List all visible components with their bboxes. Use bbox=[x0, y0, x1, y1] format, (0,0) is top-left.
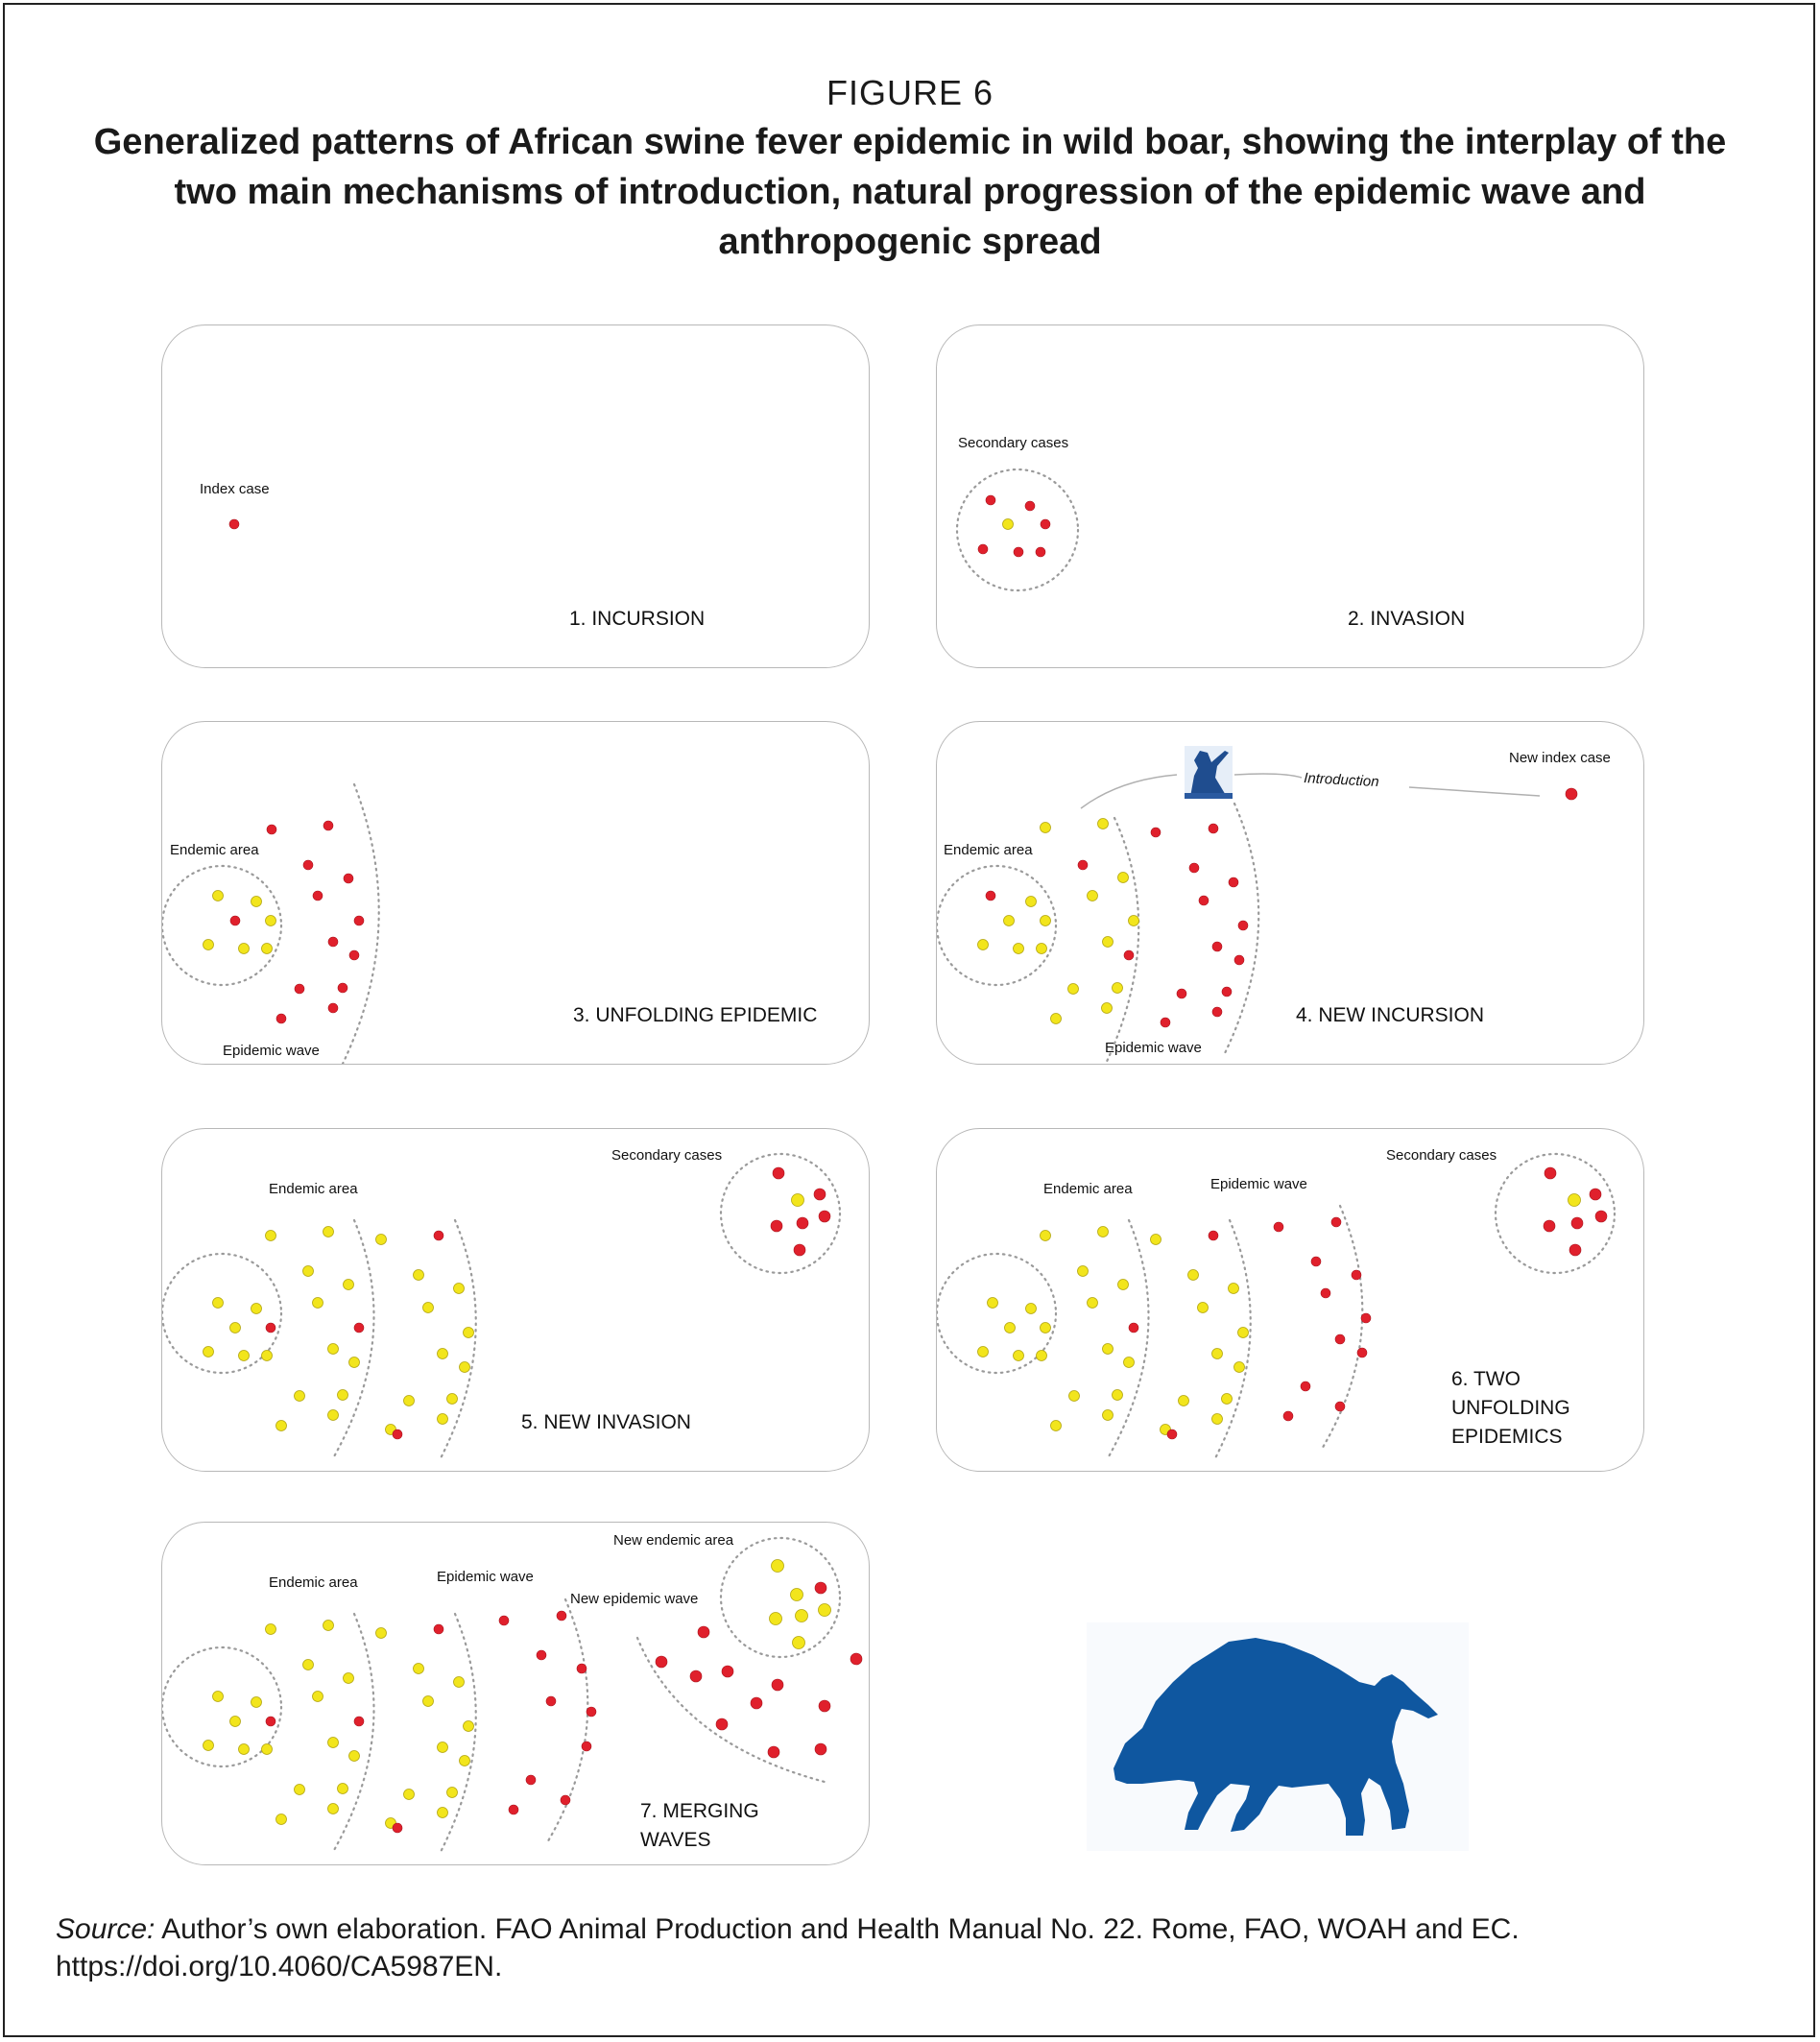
endemic-dot bbox=[204, 1347, 214, 1357]
endemic-dot bbox=[1212, 1414, 1223, 1425]
endemic-dot bbox=[266, 1231, 276, 1241]
case-dot bbox=[690, 1670, 702, 1682]
case-dot bbox=[1025, 501, 1035, 511]
endemic-dot bbox=[404, 1790, 415, 1800]
introduction-path-mid bbox=[1234, 774, 1302, 778]
new-endemic-area-circle bbox=[721, 1538, 840, 1657]
endemic-area-circle bbox=[162, 866, 281, 985]
panel-6-graphic bbox=[937, 1129, 1644, 1472]
case-dot bbox=[267, 825, 276, 834]
case-dot bbox=[509, 1805, 518, 1814]
case-dot bbox=[587, 1707, 596, 1717]
panel-3-unfolding-epidemic bbox=[161, 721, 870, 1065]
case-dot bbox=[1595, 1211, 1607, 1222]
endemic-dot bbox=[1041, 916, 1051, 926]
endemic-dot bbox=[1041, 1231, 1051, 1241]
case-dot bbox=[773, 1167, 784, 1179]
case-dot bbox=[349, 950, 359, 960]
case-dot bbox=[986, 495, 995, 505]
panel-7-graphic bbox=[162, 1523, 870, 1865]
panel-6-title-line-1: 6. TWO bbox=[1451, 1368, 1521, 1390]
case-dot bbox=[768, 1746, 779, 1758]
endemic-dot bbox=[404, 1396, 415, 1406]
endemic-dot bbox=[1037, 944, 1047, 954]
endemic-dot bbox=[1098, 1227, 1109, 1237]
endemic-dot bbox=[438, 1742, 448, 1753]
endemic-dot bbox=[1014, 1351, 1024, 1361]
endemic-dot bbox=[328, 1804, 339, 1814]
endemic-dot bbox=[239, 944, 250, 954]
panel-7-title-line-2: WAVES bbox=[640, 1829, 711, 1851]
case-dot bbox=[328, 937, 338, 947]
endemic-dot bbox=[1003, 519, 1014, 530]
endemic-dot bbox=[344, 1673, 354, 1684]
endemic-dot bbox=[204, 1741, 214, 1751]
panel-4-title: 4. NEW INCURSION bbox=[1296, 1004, 1485, 1026]
endemic-dot bbox=[464, 1721, 474, 1732]
endemic-dot bbox=[1041, 823, 1051, 833]
case-dot bbox=[537, 1650, 546, 1660]
panel-5-title: 5. NEW INVASION bbox=[521, 1411, 691, 1433]
endemic-dot bbox=[266, 1624, 276, 1635]
endemic-dot bbox=[423, 1696, 434, 1707]
endemic-dot bbox=[349, 1357, 360, 1368]
endemic-dot bbox=[262, 1351, 273, 1361]
endemic-dot bbox=[1026, 897, 1037, 907]
introduction-arrow bbox=[1409, 787, 1540, 796]
case-dot bbox=[1301, 1381, 1310, 1391]
endemic-dot bbox=[796, 1610, 808, 1622]
endemic-dot bbox=[1088, 1298, 1098, 1309]
panel-2-graphic bbox=[937, 325, 1644, 668]
endemic-dot bbox=[1005, 1323, 1016, 1333]
case-dot bbox=[328, 1003, 338, 1013]
new-epidemic-wave-label: New epidemic wave bbox=[570, 1591, 699, 1607]
case-dot bbox=[797, 1217, 808, 1229]
case-dot bbox=[1222, 987, 1232, 997]
epidemic-wave-arc bbox=[1321, 1206, 1362, 1451]
endemic-dot bbox=[295, 1391, 305, 1402]
panel-6-title-line-3: EPIDEMICS bbox=[1451, 1426, 1563, 1448]
endemic-dot bbox=[230, 1717, 241, 1727]
case-dot bbox=[561, 1795, 570, 1805]
case-dot bbox=[1036, 547, 1045, 557]
panel-1-graphic bbox=[162, 325, 870, 668]
case-dot bbox=[698, 1626, 709, 1638]
endemic-dot bbox=[1129, 916, 1139, 926]
figure-label: FIGURE 6 bbox=[826, 73, 994, 112]
source-note bbox=[56, 1910, 1774, 1985]
case-dot bbox=[354, 1717, 364, 1726]
case-dot bbox=[557, 1611, 566, 1621]
case-dot bbox=[815, 1582, 826, 1594]
index-case-dot bbox=[229, 519, 239, 529]
endemic-dot bbox=[978, 1347, 989, 1357]
endemic-dot bbox=[1078, 1266, 1089, 1277]
endemic-dot bbox=[1124, 1357, 1135, 1368]
case-dot bbox=[1209, 824, 1218, 833]
endemic-dot bbox=[303, 1660, 314, 1670]
new-index-case-dot bbox=[1566, 788, 1577, 800]
case-dot bbox=[1569, 1244, 1581, 1256]
endemic-dot bbox=[1069, 1391, 1080, 1402]
endemic-dot bbox=[438, 1414, 448, 1425]
epidemic-wave-label: Epidemic wave bbox=[1105, 1040, 1202, 1056]
panel-7-merging-waves bbox=[161, 1522, 870, 1865]
endemic-dot bbox=[239, 1744, 250, 1755]
endemic-dot bbox=[1088, 891, 1098, 901]
case-dot bbox=[1151, 828, 1161, 837]
case-dot bbox=[1544, 1220, 1555, 1232]
panel-7-title-line-1: 7. MERGING bbox=[640, 1800, 759, 1822]
endemic-dot bbox=[414, 1664, 424, 1674]
case-dot bbox=[344, 874, 353, 883]
endemic-wave-arc bbox=[333, 1220, 373, 1458]
endemic-dot bbox=[460, 1362, 470, 1373]
case-dot bbox=[434, 1231, 443, 1240]
panel-4-graphic bbox=[937, 722, 1644, 1065]
case-dot bbox=[716, 1718, 728, 1730]
panel-1-title: 1. INCURSION bbox=[569, 608, 706, 630]
endemic-dot bbox=[328, 1410, 339, 1421]
endemic-dot bbox=[251, 1304, 262, 1314]
endemic-dot bbox=[1198, 1303, 1209, 1313]
case-dot bbox=[1014, 547, 1023, 557]
endemic-dot bbox=[1098, 819, 1109, 829]
endemic-dot bbox=[376, 1235, 387, 1245]
endemic-dot bbox=[793, 1637, 805, 1649]
case-dot bbox=[1129, 1323, 1138, 1333]
case-dot bbox=[323, 821, 333, 830]
case-dot bbox=[434, 1624, 443, 1634]
endemic-dot bbox=[251, 897, 262, 907]
endemic-dot bbox=[1234, 1362, 1245, 1373]
endemic-dot bbox=[344, 1280, 354, 1290]
panel-5-graphic bbox=[162, 1129, 870, 1472]
endemic-dot bbox=[988, 1298, 998, 1309]
endemic-dot bbox=[295, 1785, 305, 1795]
endemic-area-label: Endemic area bbox=[944, 842, 1033, 858]
case-dot bbox=[1161, 1018, 1170, 1027]
figure-title: Generalized patterns of African swine fever epidemic in wild boar, showing the interplay of the two main mechanisms of introduction, natural progression of the epidemic wave and anthropogenic spread bbox=[93, 122, 1727, 262]
endemic-dot bbox=[1103, 1410, 1114, 1421]
case-dot bbox=[794, 1244, 805, 1256]
case-dot bbox=[295, 984, 304, 994]
endemic-dot bbox=[262, 944, 273, 954]
secondary-cases-label: Secondary cases bbox=[958, 435, 1069, 451]
case-dot bbox=[1545, 1167, 1556, 1179]
epidemic-wave-label: Epidemic wave bbox=[1210, 1176, 1307, 1192]
new-index-case-label: New index case bbox=[1509, 750, 1611, 766]
endemic-dot bbox=[1188, 1270, 1199, 1281]
case-dot bbox=[1571, 1217, 1583, 1229]
endemic-dot bbox=[313, 1692, 323, 1702]
endemic-dot bbox=[1151, 1235, 1161, 1245]
case-dot bbox=[354, 916, 364, 925]
panel-5-new-invasion bbox=[161, 1128, 870, 1472]
case-dot bbox=[978, 544, 988, 554]
endemic-area-label: Endemic area bbox=[269, 1181, 358, 1197]
case-dot bbox=[338, 983, 347, 993]
case-dot bbox=[546, 1696, 556, 1706]
case-dot bbox=[1331, 1217, 1341, 1227]
case-dot bbox=[819, 1211, 830, 1222]
secondary-cases-label: Secondary cases bbox=[1386, 1147, 1497, 1164]
case-dot bbox=[1238, 921, 1248, 930]
case-dot bbox=[722, 1666, 733, 1677]
endemic-dot bbox=[338, 1784, 348, 1794]
endemic-dot bbox=[454, 1677, 465, 1688]
case-dot bbox=[266, 1323, 275, 1333]
panel-4-new-incursion bbox=[936, 721, 1644, 1065]
endemic-dot bbox=[239, 1351, 250, 1361]
case-dot bbox=[1167, 1429, 1177, 1439]
case-dot bbox=[1212, 1007, 1222, 1017]
case-dot bbox=[1177, 989, 1186, 998]
case-dot bbox=[1209, 1231, 1218, 1240]
endemic-dot bbox=[213, 891, 224, 901]
endemic-dot bbox=[251, 1697, 262, 1708]
case-dot bbox=[1321, 1288, 1330, 1298]
endemic-dot bbox=[313, 1298, 323, 1309]
source-label: Source: bbox=[56, 1913, 156, 1945]
case-dot bbox=[1124, 950, 1134, 960]
endemic-dot bbox=[349, 1751, 360, 1762]
case-dot bbox=[1283, 1411, 1293, 1421]
case-dot bbox=[1590, 1189, 1601, 1200]
endemic-dot bbox=[1118, 873, 1129, 883]
source-text: Author’s own elaboration. FAO Animal Production and Health Manual No. 22. Rome, FAO, WOAH and EC. https://doi.org/10.4060/CA5987EN. bbox=[56, 1913, 1520, 1982]
case-dot bbox=[577, 1664, 587, 1673]
case-dot bbox=[751, 1697, 762, 1709]
panel-2-title: 2. INVASION bbox=[1348, 608, 1466, 630]
endemic-area-circle bbox=[937, 866, 1056, 985]
endemic-dot bbox=[772, 1560, 784, 1573]
endemic-wave-arc bbox=[333, 1614, 373, 1852]
endemic-wave-arc bbox=[1108, 1220, 1148, 1458]
case-dot bbox=[1357, 1348, 1367, 1357]
endemic-dot bbox=[328, 1738, 339, 1748]
endemic-dot bbox=[328, 1344, 339, 1355]
case-dot bbox=[276, 1014, 286, 1023]
endemic-dot bbox=[447, 1394, 458, 1405]
case-dot bbox=[1274, 1222, 1283, 1232]
case-dot bbox=[772, 1679, 783, 1691]
endemic-dot bbox=[1041, 1323, 1051, 1333]
endemic-area-label: Endemic area bbox=[170, 842, 259, 858]
endemic-dot bbox=[791, 1589, 803, 1601]
secondary-cases-label: Secondary cases bbox=[611, 1147, 723, 1164]
case-dot bbox=[1212, 942, 1222, 951]
case-dot bbox=[850, 1653, 862, 1665]
endemic-dot bbox=[1051, 1014, 1062, 1024]
endemic-dot bbox=[447, 1788, 458, 1798]
endemic-dot bbox=[1103, 937, 1114, 948]
endemic-dot bbox=[978, 940, 989, 950]
endemic-dot bbox=[1222, 1394, 1233, 1405]
secondary-cases-cluster-circle bbox=[957, 469, 1078, 590]
endemic-dot bbox=[1026, 1304, 1037, 1314]
panel-1-incursion bbox=[161, 324, 870, 668]
case-dot bbox=[1234, 955, 1244, 965]
endemic-dot bbox=[1113, 1390, 1123, 1401]
endemic-dot bbox=[213, 1692, 224, 1702]
panel-3-title: 3. UNFOLDING EPIDEMIC bbox=[573, 1004, 818, 1026]
case-dot bbox=[313, 891, 323, 901]
epidemic-wave-label: Epidemic wave bbox=[437, 1569, 534, 1585]
new-endemic-area-label: New endemic area bbox=[613, 1532, 734, 1549]
case-dot bbox=[656, 1656, 667, 1668]
case-dot bbox=[526, 1775, 536, 1785]
endemic-dot bbox=[792, 1194, 804, 1207]
endemic-dot bbox=[438, 1808, 448, 1818]
epidemic-wave-label: Epidemic wave bbox=[223, 1043, 320, 1059]
endemic-dot bbox=[338, 1390, 348, 1401]
case-dot bbox=[1311, 1257, 1321, 1266]
endemic-dot bbox=[1103, 1344, 1114, 1355]
index-case-label: Index case bbox=[200, 481, 270, 497]
endemic-dot bbox=[454, 1284, 465, 1294]
panel-6-title-line-2: UNFOLDING bbox=[1451, 1397, 1570, 1419]
endemic-dot bbox=[819, 1604, 831, 1617]
case-dot bbox=[393, 1823, 402, 1833]
case-dot bbox=[771, 1220, 782, 1232]
endemic-dot bbox=[1068, 984, 1079, 995]
endemic-dot bbox=[1102, 1003, 1113, 1014]
endemic-dot bbox=[204, 940, 214, 950]
endemic-dot bbox=[1179, 1396, 1189, 1406]
case-dot bbox=[582, 1742, 591, 1751]
endemic-dot bbox=[1014, 944, 1024, 954]
case-dot bbox=[1335, 1402, 1345, 1411]
endemic-dot bbox=[1569, 1194, 1581, 1207]
endemic-dot bbox=[303, 1266, 314, 1277]
endemic-dot bbox=[1037, 1351, 1047, 1361]
endemic-dot bbox=[262, 1744, 273, 1755]
case-dot bbox=[230, 916, 240, 925]
case-dot bbox=[986, 891, 995, 901]
case-dot bbox=[819, 1700, 830, 1712]
endemic-dot bbox=[770, 1613, 782, 1625]
panel-2-invasion bbox=[936, 324, 1644, 668]
endemic-dot bbox=[464, 1328, 474, 1338]
endemic-dot bbox=[423, 1303, 434, 1313]
endemic-dot bbox=[438, 1349, 448, 1359]
endemic-area-label: Endemic area bbox=[1043, 1181, 1133, 1197]
panel-6-two-unfolding-epidemics bbox=[936, 1128, 1644, 1472]
case-dot bbox=[1335, 1334, 1345, 1344]
endemic-dot bbox=[1051, 1421, 1062, 1431]
case-dot bbox=[266, 1717, 275, 1726]
endemic-dot bbox=[266, 916, 276, 926]
introduction-label: Introduction bbox=[1303, 770, 1379, 791]
endemic-dot bbox=[460, 1756, 470, 1766]
case-dot bbox=[1078, 860, 1088, 870]
case-dot bbox=[393, 1429, 402, 1439]
hunter-icon bbox=[1185, 746, 1233, 799]
endemic-dot bbox=[1113, 983, 1123, 994]
endemic-dot bbox=[1118, 1280, 1129, 1290]
endemic-dot bbox=[1229, 1284, 1239, 1294]
endemic-dot bbox=[1004, 916, 1015, 926]
endemic-dot bbox=[276, 1421, 287, 1431]
epidemic-wave-arc bbox=[546, 1599, 587, 1844]
panel-3-graphic bbox=[162, 722, 870, 1065]
endemic-dot bbox=[323, 1227, 334, 1237]
case-dot bbox=[1199, 896, 1209, 905]
case-dot bbox=[814, 1189, 826, 1200]
endemic-dot bbox=[1212, 1349, 1223, 1359]
introduction-path-left bbox=[1081, 775, 1177, 808]
endemic-dot bbox=[323, 1621, 334, 1631]
case-dot bbox=[303, 860, 313, 870]
case-dot bbox=[1361, 1313, 1371, 1323]
endemic-dot bbox=[230, 1323, 241, 1333]
endemic-area-label: Endemic area bbox=[269, 1574, 358, 1591]
case-dot bbox=[354, 1323, 364, 1333]
case-dot bbox=[499, 1616, 509, 1625]
endemic-dot bbox=[414, 1270, 424, 1281]
case-dot bbox=[815, 1743, 826, 1755]
endemic-dot bbox=[1238, 1328, 1249, 1338]
wild-boar-icon bbox=[1087, 1622, 1469, 1851]
case-dot bbox=[1352, 1270, 1361, 1280]
endemic-dot bbox=[213, 1298, 224, 1309]
case-dot bbox=[1189, 863, 1199, 873]
endemic-dot bbox=[276, 1814, 287, 1825]
case-dot bbox=[1041, 519, 1050, 529]
case-dot bbox=[1229, 877, 1238, 887]
endemic-dot bbox=[376, 1628, 387, 1639]
